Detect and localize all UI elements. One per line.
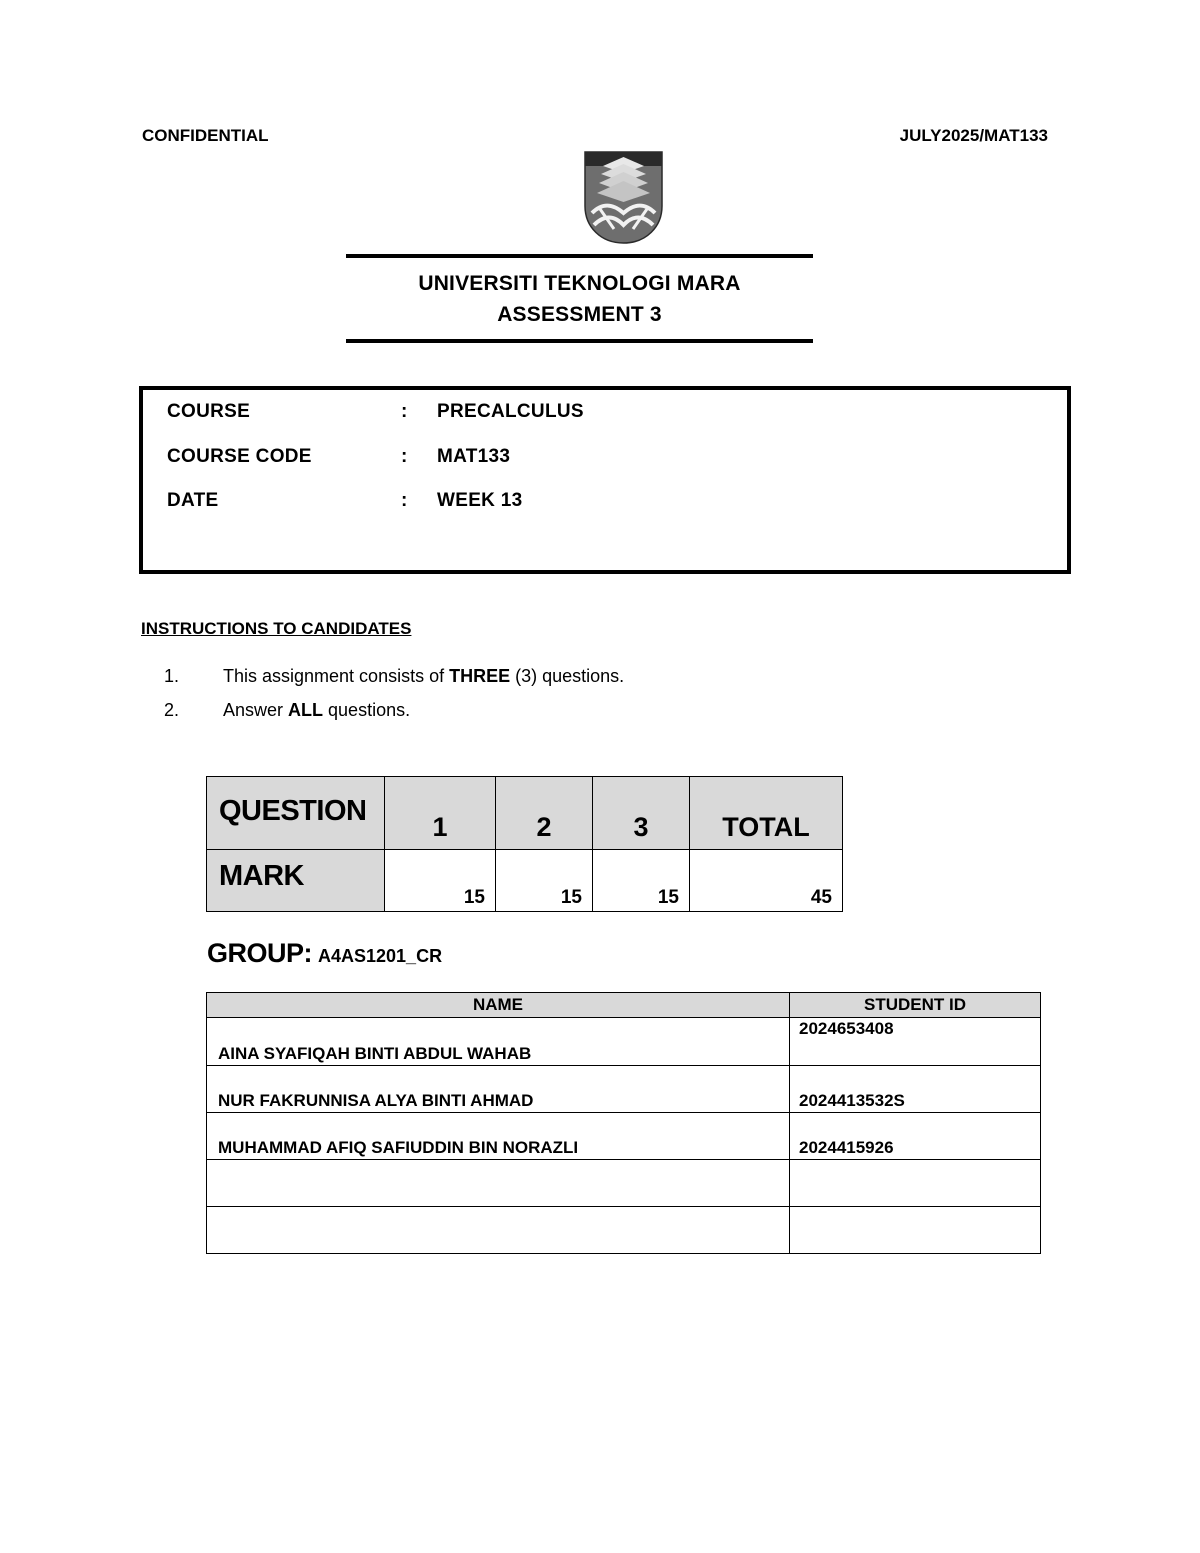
- course-reference: JULY2025/MAT133: [899, 126, 1048, 145]
- table-row: [207, 1160, 1041, 1207]
- instructions-heading: INSTRUCTIONS TO CANDIDATES: [141, 619, 412, 638]
- table-row: [207, 1018, 1041, 1066]
- question-label: QUESTION: [207, 777, 385, 850]
- total-header: TOTAL: [690, 777, 843, 850]
- member-student-id: [790, 1160, 1041, 1207]
- marks-table: [206, 776, 843, 912]
- date-label: DATE: [167, 490, 219, 511]
- university-name: UNIVERSITI TEKNOLOGI MARA: [418, 272, 741, 295]
- student-id-header: STUDENT ID: [790, 993, 1041, 1018]
- member-name: [207, 1207, 790, 1254]
- question-1-header: 1: [385, 777, 496, 850]
- member-student-id: 2024653408: [790, 1018, 1041, 1066]
- group-label: GROUP:: [207, 938, 312, 968]
- course-code-label: COURSE CODE: [167, 446, 312, 467]
- course-colon: :: [401, 401, 408, 422]
- instruction-text: Answer ALL questions.: [223, 700, 411, 720]
- member-name: NUR FAKRUNNISA ALYA BINTI AHMAD: [207, 1066, 790, 1113]
- member-name: MUHAMMAD AFIQ SAFIUDDIN BIN NORAZLI: [207, 1113, 790, 1160]
- question-2-mark: 15: [496, 850, 593, 912]
- member-student-id: [790, 1207, 1041, 1254]
- group-value: A4AS1201_CR: [318, 946, 443, 966]
- table-row: [207, 1113, 1041, 1160]
- member-name: AINA SYAFIQAH BINTI ABDUL WAHAB: [207, 1018, 790, 1066]
- group-line: [207, 938, 442, 969]
- assessment-title: ASSESSMENT 3: [497, 303, 662, 326]
- instruction-number: 2.: [164, 700, 180, 720]
- member-student-id: 2024413532S: [790, 1066, 1041, 1113]
- uitm-crest-icon: [584, 151, 663, 244]
- instruction-item: [164, 700, 864, 724]
- date-value: WEEK 13: [437, 490, 523, 511]
- member-name: [207, 1160, 790, 1207]
- instruction-item: [164, 666, 864, 690]
- question-1-mark: 15: [385, 850, 496, 912]
- table-row: [207, 1207, 1041, 1254]
- course-code-colon: :: [401, 446, 408, 467]
- instruction-text: This assignment consists of THREE (3) questions.: [223, 666, 625, 686]
- title-top-rule: [346, 254, 813, 258]
- member-student-id: 2024415926: [790, 1113, 1041, 1160]
- course-code-value: MAT133: [437, 446, 511, 467]
- table-row: [207, 1066, 1041, 1113]
- question-2-header: 2: [496, 777, 593, 850]
- total-mark: 45: [690, 850, 843, 912]
- members-table: [206, 992, 1041, 1254]
- course-label: COURSE: [167, 401, 251, 422]
- instruction-number: 1.: [164, 666, 180, 686]
- course-value: PRECALCULUS: [437, 401, 584, 422]
- name-header: NAME: [207, 993, 790, 1018]
- date-colon: :: [401, 490, 408, 511]
- confidential-label: CONFIDENTIAL: [142, 126, 269, 145]
- question-3-mark: 15: [593, 850, 690, 912]
- question-3-header: 3: [593, 777, 690, 850]
- mark-label: MARK: [207, 850, 385, 912]
- course-info-box: [139, 386, 1071, 574]
- title-bottom-rule: [346, 339, 813, 343]
